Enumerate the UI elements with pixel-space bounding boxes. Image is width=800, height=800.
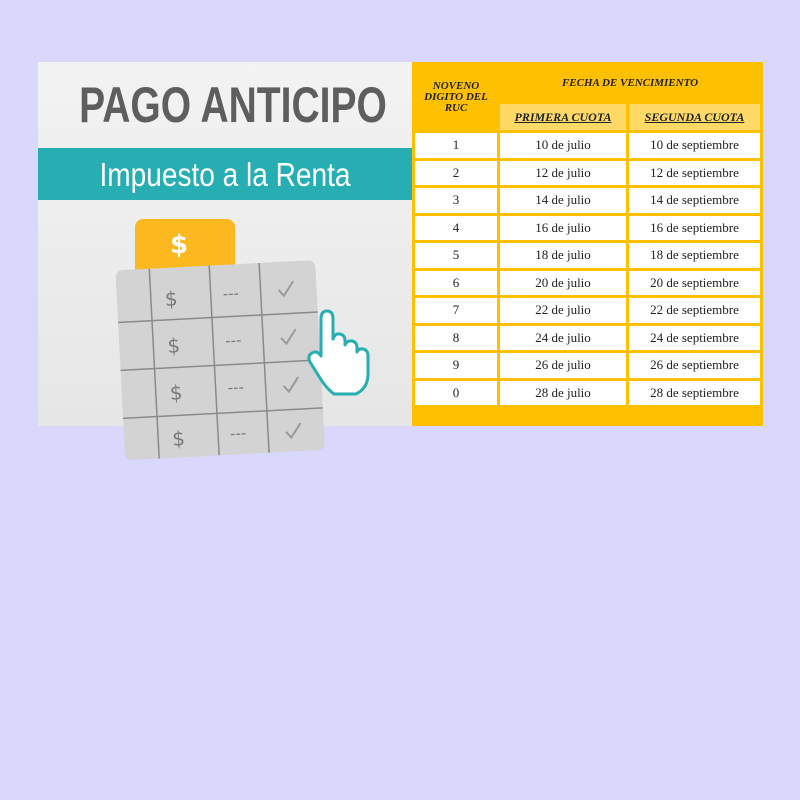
promo-subtitle: Impuesto a la Renta — [99, 156, 351, 193]
second-installment-cell: 24 de septiembre — [629, 326, 760, 351]
row-dash: --- — [224, 331, 242, 350]
row-dash: --- — [222, 284, 240, 303]
table-row — [415, 188, 760, 213]
first-installment-cell: 20 de julio — [500, 271, 626, 296]
header-first-installment: PRIMERA CUOTA — [500, 104, 626, 130]
table-row — [415, 216, 760, 241]
ruc-digit-cell: 5 — [415, 243, 497, 268]
row-symbol: $ — [164, 286, 179, 311]
second-installment-cell: 16 de septiembre — [629, 216, 760, 241]
table-sheet — [115, 260, 325, 460]
table-row — [415, 326, 760, 351]
second-installment-cell: 12 de septiembre — [629, 161, 760, 186]
card-symbol: $ — [170, 230, 189, 260]
ruc-digit-cell: 9 — [415, 353, 497, 378]
promo-title: PAGO ANTICIPO — [79, 77, 387, 133]
second-installment-cell: 14 de septiembre — [629, 188, 760, 213]
first-installment-cell: 14 de julio — [500, 188, 626, 213]
ruc-digit-cell: 4 — [415, 216, 497, 241]
row-symbol: $ — [166, 333, 181, 358]
first-installment-cell: 12 de julio — [500, 161, 626, 186]
ruc-digit-cell: 6 — [415, 271, 497, 296]
second-installment-cell: 18 de septiembre — [629, 243, 760, 268]
row-symbol: $ — [169, 380, 184, 405]
first-installment-cell: 22 de julio — [500, 298, 626, 323]
due-dates-table — [412, 62, 763, 408]
table-row — [415, 298, 760, 323]
ruc-digit-cell: 8 — [415, 326, 497, 351]
first-installment-cell: 16 de julio — [500, 216, 626, 241]
ruc-digit-cell: 1 — [415, 133, 497, 158]
table-row — [415, 133, 760, 158]
row-symbol: $ — [171, 426, 186, 451]
second-installment-cell: 28 de septiembre — [629, 381, 760, 406]
second-installment-cell: 26 de septiembre — [629, 353, 760, 378]
first-installment-cell: 18 de julio — [500, 243, 626, 268]
payment-illustration — [38, 207, 412, 451]
ruc-digit-cell: 0 — [415, 381, 497, 406]
first-installment-cell: 24 de julio — [500, 326, 626, 351]
promo-panel — [38, 62, 412, 451]
header-ruc-digit: NOVENO DIGITO DEL RUC — [415, 65, 497, 130]
table-row — [415, 161, 760, 186]
banner — [38, 62, 763, 451]
row-dash: --- — [227, 377, 245, 397]
second-installment-cell: 22 de septiembre — [629, 298, 760, 323]
first-installment-cell: 26 de julio — [500, 353, 626, 378]
table-row — [415, 353, 760, 378]
second-installment-cell: 20 de septiembre — [629, 271, 760, 296]
second-installment-cell: 10 de septiembre — [629, 133, 760, 158]
ruc-digit-cell: 2 — [415, 161, 497, 186]
row-dash: --- — [229, 423, 247, 443]
table-row — [415, 243, 760, 268]
table-row — [415, 381, 760, 406]
table-row — [415, 271, 760, 296]
ruc-digit-cell: 7 — [415, 298, 497, 323]
header-due-date: FECHA DE VENCIMIENTO — [500, 65, 760, 101]
ruc-digit-cell: 3 — [415, 188, 497, 213]
first-installment-cell: 10 de julio — [500, 133, 626, 158]
header-second-installment: SEGUNDA CUOTA — [629, 104, 760, 130]
first-installment-cell: 28 de julio — [500, 381, 626, 406]
due-dates-panel — [412, 62, 763, 426]
